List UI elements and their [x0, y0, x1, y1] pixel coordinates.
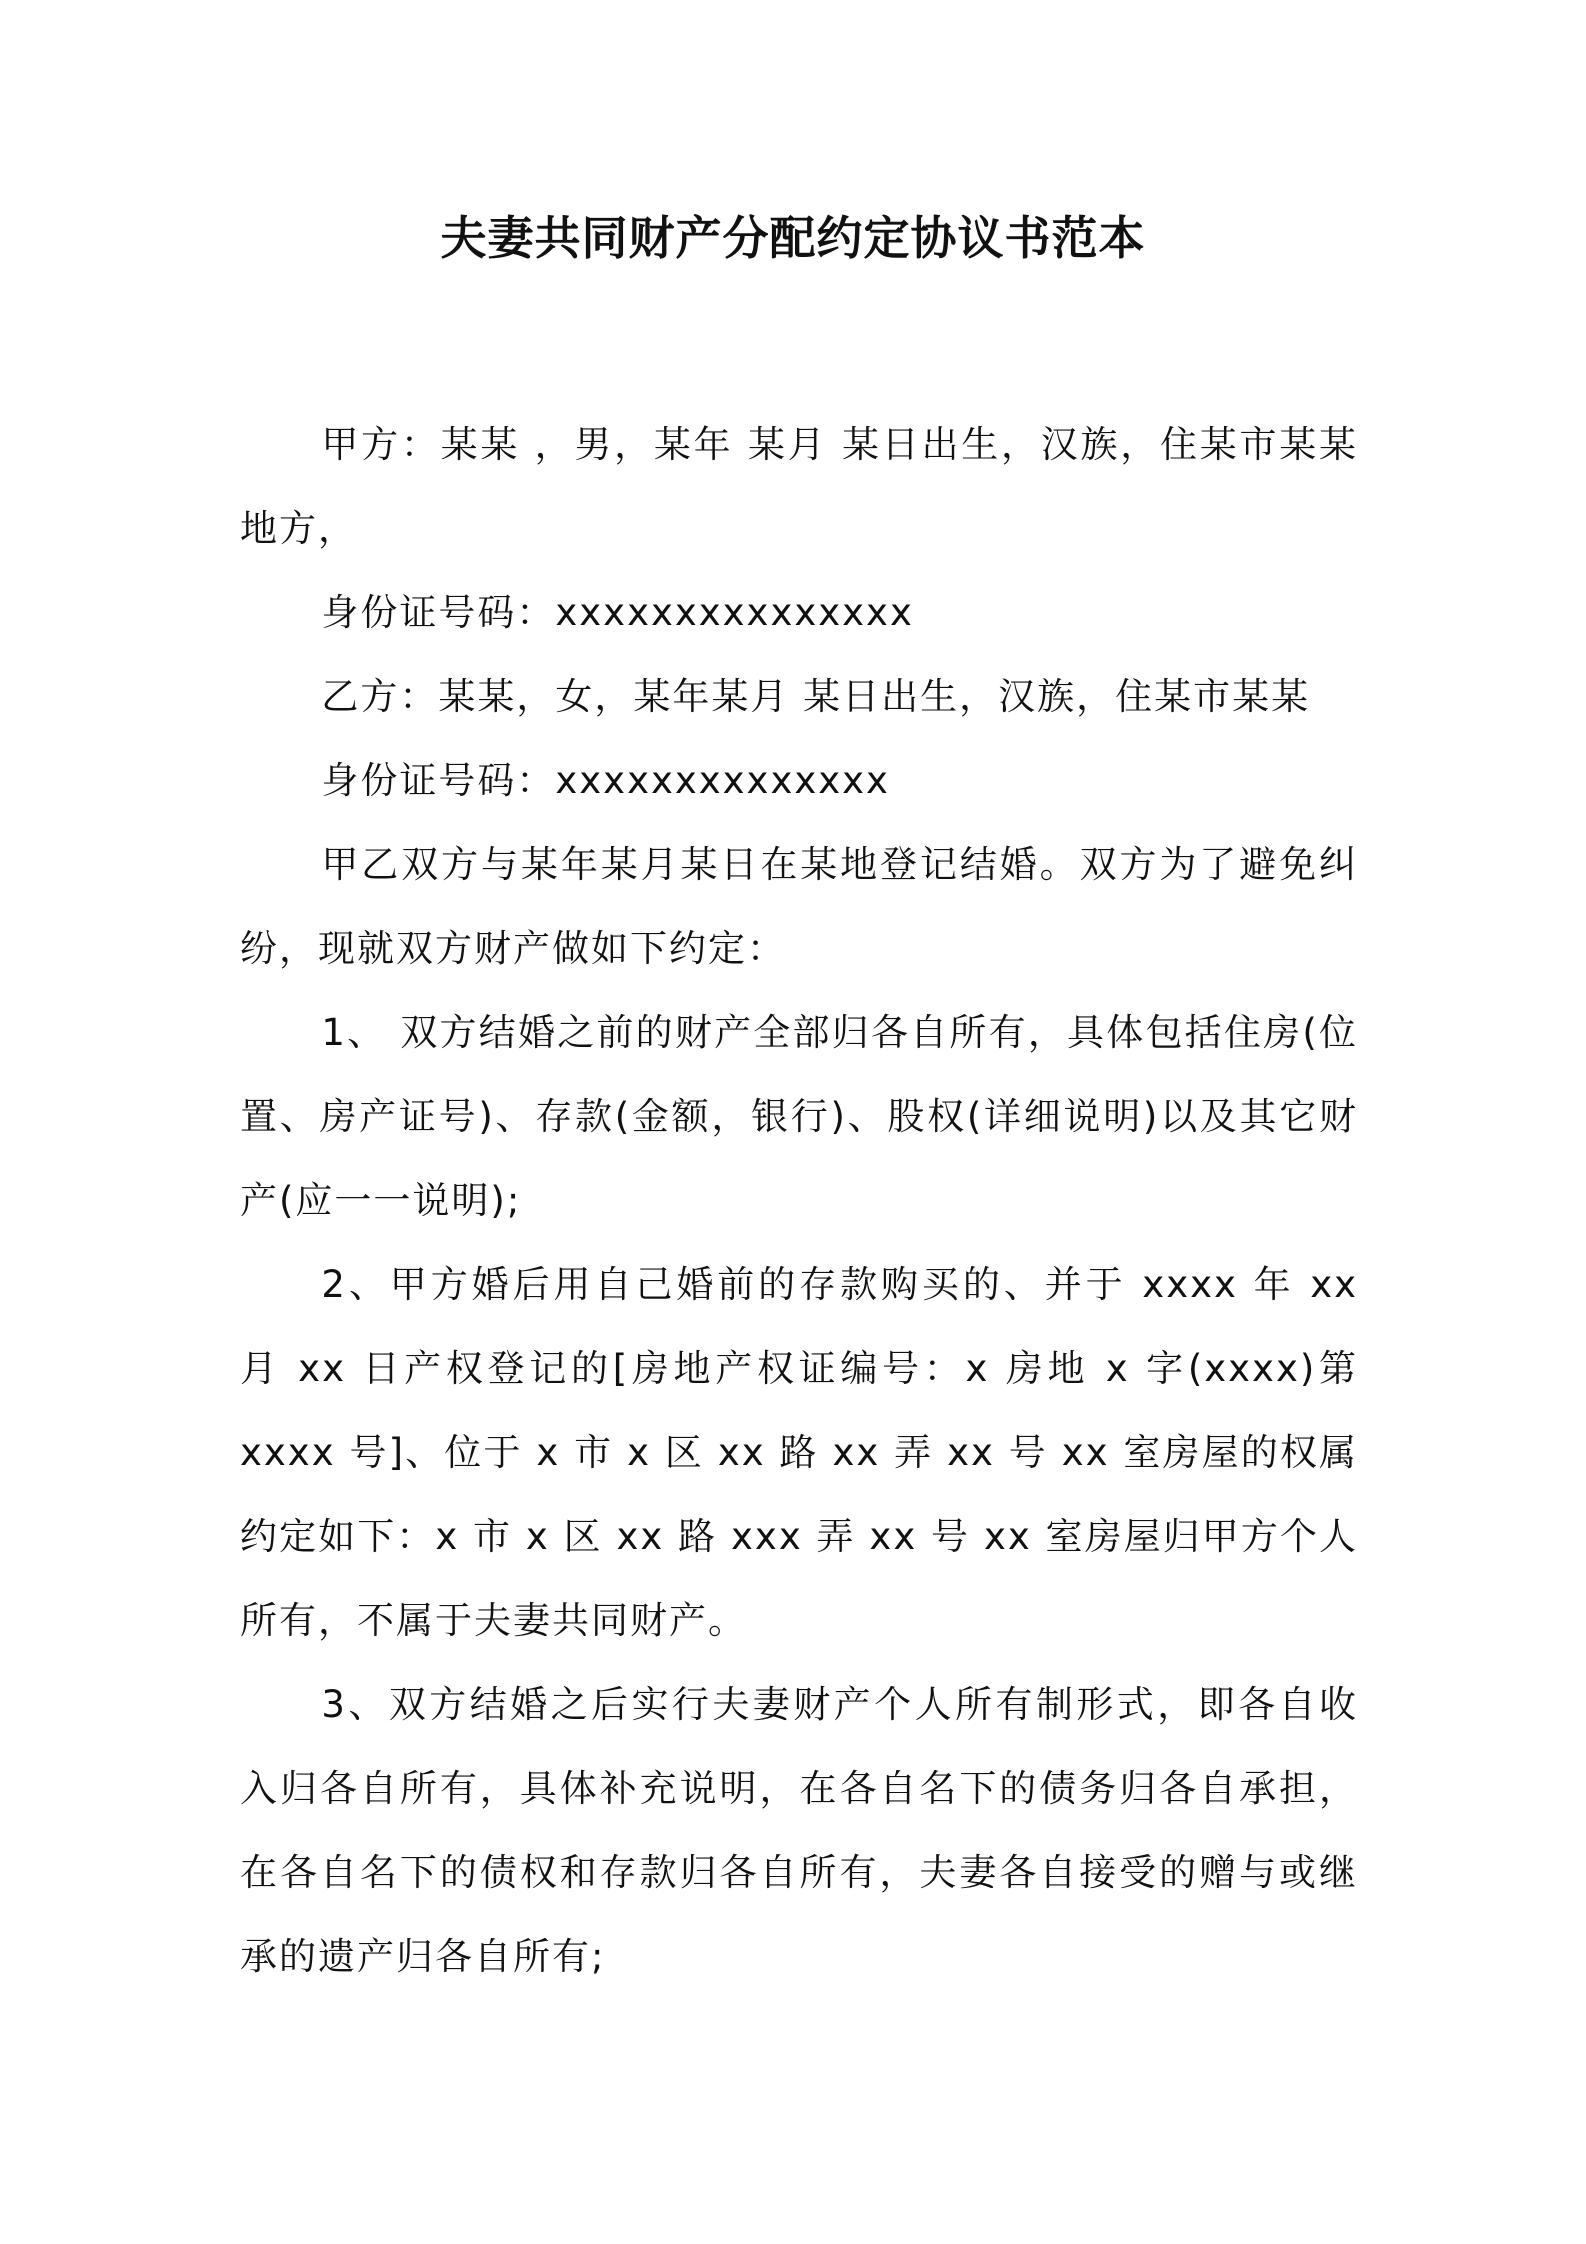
document-title: 夫妻共同财产分配约定协议书范本 — [440, 211, 1146, 265]
party-b-paragraph: 乙方：某某，女，某年某月 某日出生，汉族，住某市某某 — [321, 675, 1311, 718]
party-a-paragraph: 甲方：某某 ，男，某年 某月 某日出生，汉族，住某市某某地方， — [240, 423, 1358, 550]
party-a-id-paragraph: 身份证号码：xxxxxxxxxxxxxxx — [321, 591, 914, 634]
party-b-id-paragraph: 身份证号码：xxxxxxxxxxxxxx — [321, 759, 890, 802]
clause-1-paragraph: 1、 双方结婚之前的财产全部归各自所有，具体包括住房(位置、房产证号)、存款(金额，银行)、股权(详细说明)以及其它财产(应一一说明); — [240, 1011, 1358, 1222]
clause-2-paragraph: 2、甲方婚后用自己婚前的存款购买的、并于 xxxx 年 xx 月 xx 日产权登记的[房地产权证编号：x 房地 x 字(xxxx)第 xxxx 号]、位于 x 市 x 区 xx 路 xx 弄 xx 号 xx 室房屋的权属约定如下：x 市 x 区 xx 路 xxx 弄 xx 号 xx 室房屋归甲方个人所有，不属于夫妻共同财产。 — [240, 1263, 1358, 1642]
document-body — [240, 403, 1358, 1999]
marriage-registration-paragraph: 甲乙双方与某年某月某日在某地登记结婚。双方为了避免纠纷，现就双方财产做如下约定： — [240, 843, 1358, 970]
clause-3-paragraph: 3、双方结婚之后实行夫妻财产个人所有制形式，即各自收入归各自所有，具体补充说明，在各自名下的债务归各自承担，在各自名下的债权和存款归各自所有，夫妻各自接受的赠与或继承的遗产归各自所有; — [240, 1683, 1358, 1978]
